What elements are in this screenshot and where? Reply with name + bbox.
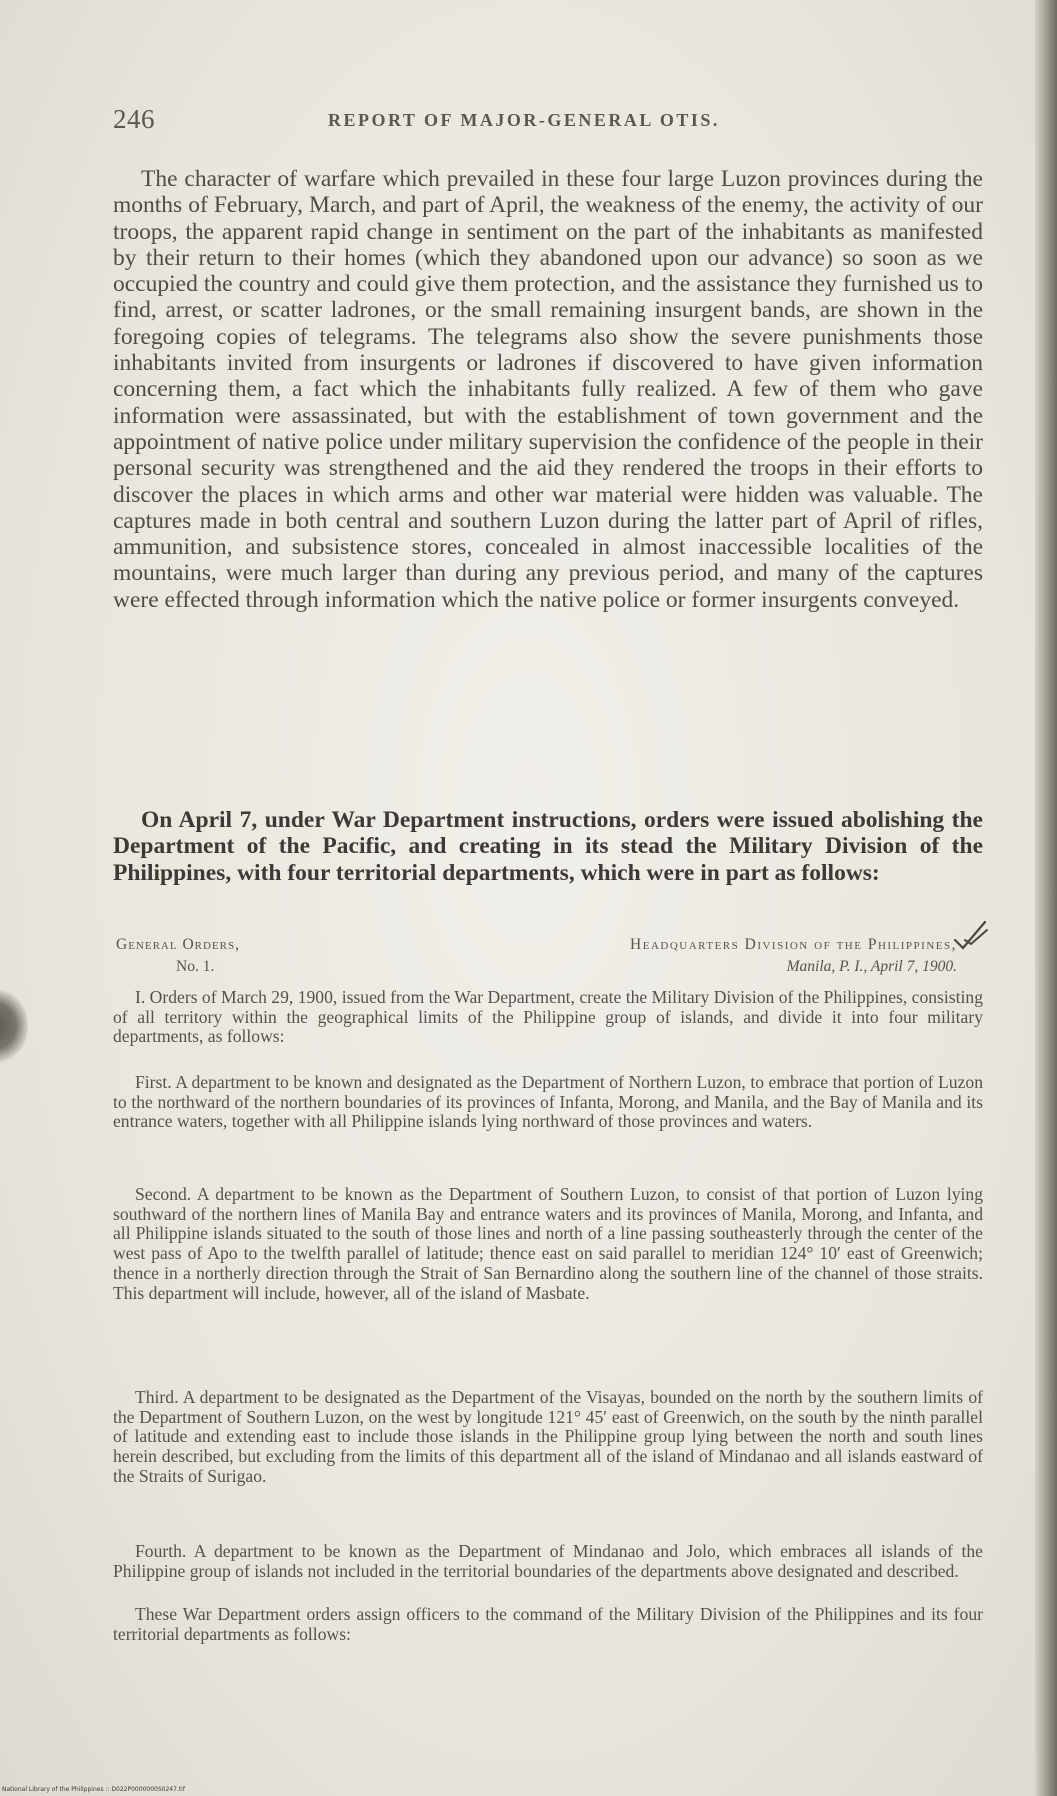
paragraph-warfare: The character of warfare which prevailed in these four large Luzon provinces during the months of February, March, and part of April, the weakness of the enemy, the activity of our troops, the apparent rapid change in sentiment on the part of the inhabitants as manifested by their return to their homes (which they abandoned upon our advance) so soon as we occupied the country and could give them protection, and the assistance they furnished us to find, arrest, or scatter ladrones, or the small remaining insurgent bands, are shown in the foregoing copies of telegrams. The telegrams also show the severe punishments those inhabitants invited from insurgents or ladrones if discovered to have given information concerning them, a fact which the inhabitants fully realized. A few of them who gave information were assassinated, but with the establishment of town government and the appointment of native police under military supervision the confidence of the people in their personal security was strengthened and the aid they rendered the troops in their efforts to discover the places in which arms and other war material were hidden was valuable. The captures made in both central and southern Luzon during the latter part of April of rifles, ammunition, and subsistence stores, concealed in almost inaccessible localities of the mountains, were much larger than during any previous period, and many of the captures were effected through information which the native police or former insurgents conveyed. bbox=[113, 166, 983, 613]
order-paragraph-fourth: Fourth. A department to be known as the Department of Mindanao and Jolo, which embraces all islands of the Philippine group of islands not included in the territorial boundaries of the departments above designated and described. bbox=[113, 1541, 983, 1581]
running-title: REPORT OF MAJOR-GENERAL OTIS. bbox=[328, 110, 720, 130]
general-orders-header bbox=[113, 934, 983, 984]
order-paragraph-third: Third. A department to be designated as the Department of the Visayas, bounded on the north by the southern limits of the Department of Southern Luzon, on the west by longitude 121° 45′ east of Greenwich, on the south by the ninth parallel of latitude and extending east to include those islands in the Philippine group lying between the north and south lines herein described, but excluding from the limits of this department all of the island of Mindanao and all islands eastward of the Straits of Surigao. bbox=[113, 1387, 983, 1486]
scan-thumb-shadow bbox=[0, 990, 28, 1062]
headquarters-dateline: Headquarters Division of the Philippines, Manila, P. I., April 7, 1900. bbox=[630, 936, 957, 975]
page-edge-shadow bbox=[1035, 0, 1057, 1796]
order-paragraph-i: I. Orders of March 29, 1900, issued from the War Department, create the Military Division of the Philippines, consisting of all territory within the geographical limits of the Philippine group of islands, and divide it into four military departments, as follows: bbox=[113, 987, 983, 1047]
order-paragraph-second: Second. A department to be known as the Department of Southern Luzon, to consist of that portion of Luzon lying southward of the northern lines of Manila Bay and entrance waters and its provinces of Manila, Morong, and Infanta, and all Philippine islands situated to the south of those lines and north of a line passing southeasterly through the center of the west pass of Apo to the twelfth parallel of latitude; thence east on said parallel to meridian 124° 10′ east of Greenwich; thence in a northerly direction through the Strait of San Bernardino along the southern line of the channel of those straits. This department will include, however, all of the island of Masbate. bbox=[113, 1184, 983, 1303]
general-orders-number: General Orders, No. 1. bbox=[116, 936, 240, 975]
paragraph-april-orders: On April 7, under War Department instructions, orders were issued abolishing the Department of the Pacific, and creating in its stead the Military Division of the Philippines, with four territorial departments, which were in part as follows: bbox=[113, 807, 983, 886]
handwritten-check-mark-icon bbox=[951, 918, 991, 954]
scan-credit: National Library of the Philippines :: D022P0000000S0247.tif bbox=[2, 1786, 185, 1793]
order-paragraph-assignments: These War Department orders assign officers to the command of the Military Division of the Philippines and its four territorial departments as follows: bbox=[113, 1604, 983, 1644]
running-head bbox=[113, 104, 983, 144]
order-paragraph-first: First. A department to be known and designated as the Department of Northern Luzon, to embrace that portion of Luzon to the northward of the northern boundaries of its provinces of Infanta, Morong, and Manila, and the Bay of Manila and its entrance waters, together with all Philippine islands lying northward of those provinces and waters. bbox=[113, 1072, 983, 1132]
page-number: 246 bbox=[113, 104, 155, 134]
